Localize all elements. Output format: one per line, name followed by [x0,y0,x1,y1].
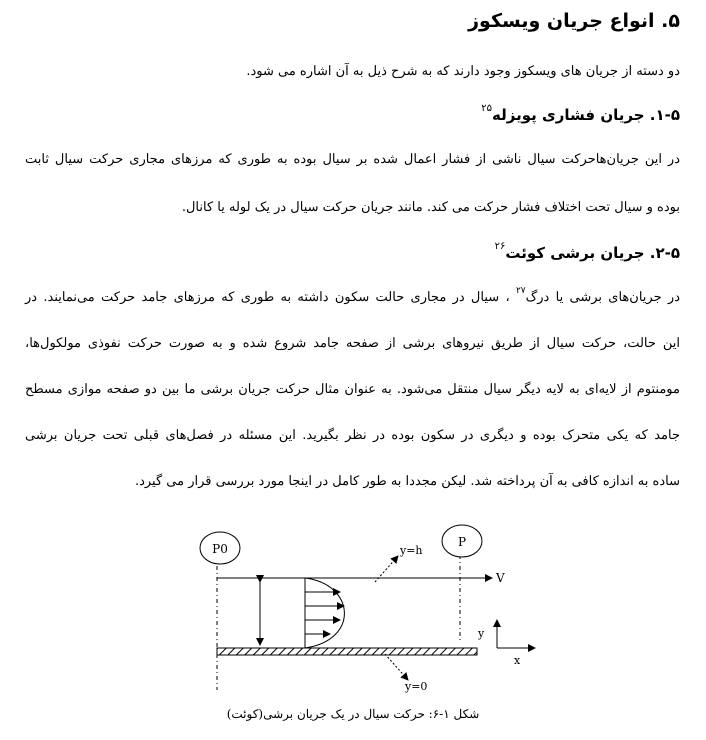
velocity-profile-curve [305,578,344,648]
subsection-title-text: ۱-۵. جریان فشاری پویزله [492,106,680,124]
p-label: P [457,535,467,549]
x-axis-label: x [514,654,521,667]
subsection-title-text: ۲-۵. جریان برشی کوئت [505,244,680,262]
paragraph-line: ساده به اندازه کافی به آن پرداخته شد. لیکن مجددا به طور کامل در اینجا مورد بررسی قرار می گیرد. [134,474,680,489]
section-title: ۵. انواع جریان ویسکوز [468,10,680,32]
footnote-marker: ۲۶ [494,241,506,252]
yh-label: y=h [400,544,423,557]
paragraph-line [25,286,680,305]
intro-paragraph: دو دسته از جریان های ویسکوز وجود دارند که به شرح ذیل به آن اشاره می شود. [246,64,680,79]
y0-pointer [385,654,408,680]
paragraph-line: جامد که یکی متحرک بوده و دیگری در سکون بوده در نظر بگیرید. این مسئله در فصل‌های قبلی تحت جریان برشی [25,428,680,443]
p0-label: P0 [212,542,228,556]
y0-label: y=0 [405,680,428,693]
y-axis-label: y [478,627,485,640]
velocity-label: V [496,571,505,585]
paragraph-text: در جریان‌های برشی یا درگ [525,290,680,305]
figure-caption: شکل ۱-۶: حرکت سیال در یک جریان برشی(کوئت) [226,707,480,721]
paragraph-text: ، سیال در مجاری حالت سکون داشته به طوری که مرزهای جامد حرکت می‌نمایند. در [25,290,510,305]
subsection-title-poiseuille [481,103,680,124]
footnote-marker: ۲۷ [515,286,526,296]
paragraph-line: بوده و سیال تحت اختلاف فشار حرکت می کند. مانند جریان حرکت سیال در یک لوله یا کانال. [181,200,680,215]
couette-flow-figure [150,520,570,710]
subsection-title-couette [494,241,680,262]
footnote-marker: ۲۵ [481,103,493,114]
bottom-plate [217,648,477,655]
paragraph-line: در این جریان‌هاحرکت سیال ناشی از فشار اعمال شده بر سیال بوده به طوری که مرزهای مجاری حرکت سیال ثابت [25,152,680,167]
paragraph-line: مومنتوم از لایه‌ای به لایه دیگر سیال منتقل می‌شود. به عنوان مثال حرکت جریان برشی ما بین دو صفحه موازی مسطح [25,382,680,397]
paragraph-line: این حالت، حرکت سیال از طریق نیروهای برشی از صفحه جامد شروع شده و به صورت حرکت نفوذی مولکول‌ها، [25,336,680,351]
